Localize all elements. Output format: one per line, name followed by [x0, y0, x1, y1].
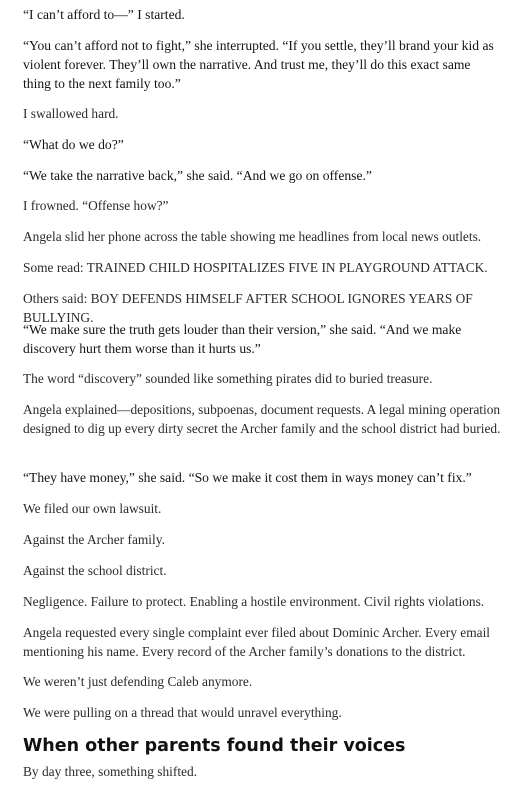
paragraph: Angela requested every single complaint ever filed about Dominic Archer. Every email mentioning his name. Every record of the Archer family’s donations to the district. — [23, 625, 491, 659]
paragraph: Others said: BOY DEFENDS HIMSELF AFTER SCHOOL IGNORES YEARS OF BULLYING. — [23, 291, 473, 325]
paragraph: I swallowed hard. — [23, 106, 119, 121]
paragraph: Angela slid her phone across the table showing me headlines from local news outlets. — [23, 229, 482, 244]
paragraph: We were pulling on a thread that would unravel everything. — [23, 705, 342, 720]
section-heading: When other parents found their voices — [23, 736, 406, 756]
paragraph: We filed our own lawsuit. — [23, 501, 162, 516]
paragraph-dialogue: “They have money,” she said. “So we make it cost them in ways money can’t fix.” — [23, 470, 472, 485]
paragraph-dialogue: “I can’t afford to—” I started. — [23, 7, 185, 22]
paragraph-dialogue: “We take the narrative back,” she said. “And we go on offense.” — [23, 168, 372, 183]
paragraph-dialogue: “We make sure the truth gets louder than their version,” she said. “And we make discovery hurt them worse than it hurts us.” — [23, 322, 462, 356]
paragraph-dialogue: “What do we do?” — [23, 137, 124, 152]
paragraph-dialogue: “You can’t afford not to fight,” she interrupted. “If you settle, they’ll brand your kid as violent forever. They’ll own the narrative. And trust me, they’ll do this exact same thing to the next family too.” — [23, 38, 494, 91]
paragraph: Against the school district. — [23, 563, 167, 578]
paragraph: Some read: TRAINED CHILD HOSPITALIZES FIVE IN PLAYGROUND ATTACK. — [23, 260, 488, 275]
paragraph: Against the Archer family. — [23, 532, 165, 547]
paragraph: The word “discovery” sounded like something pirates did to buried treasure. — [23, 371, 433, 386]
paragraph: We weren’t just defending Caleb anymore. — [23, 674, 253, 689]
paragraph: Negligence. Failure to protect. Enabling a hostile environment. Civil rights violations. — [23, 594, 485, 609]
paragraph: By day three, something shifted. — [23, 764, 198, 779]
paragraph: I frowned. “Offense how?” — [23, 198, 169, 213]
paragraph: Angela explained—depositions, subpoenas, document requests. A legal mining operation designed to dig up every dirty secret the Archer family and the school district had buried. — [23, 402, 501, 436]
